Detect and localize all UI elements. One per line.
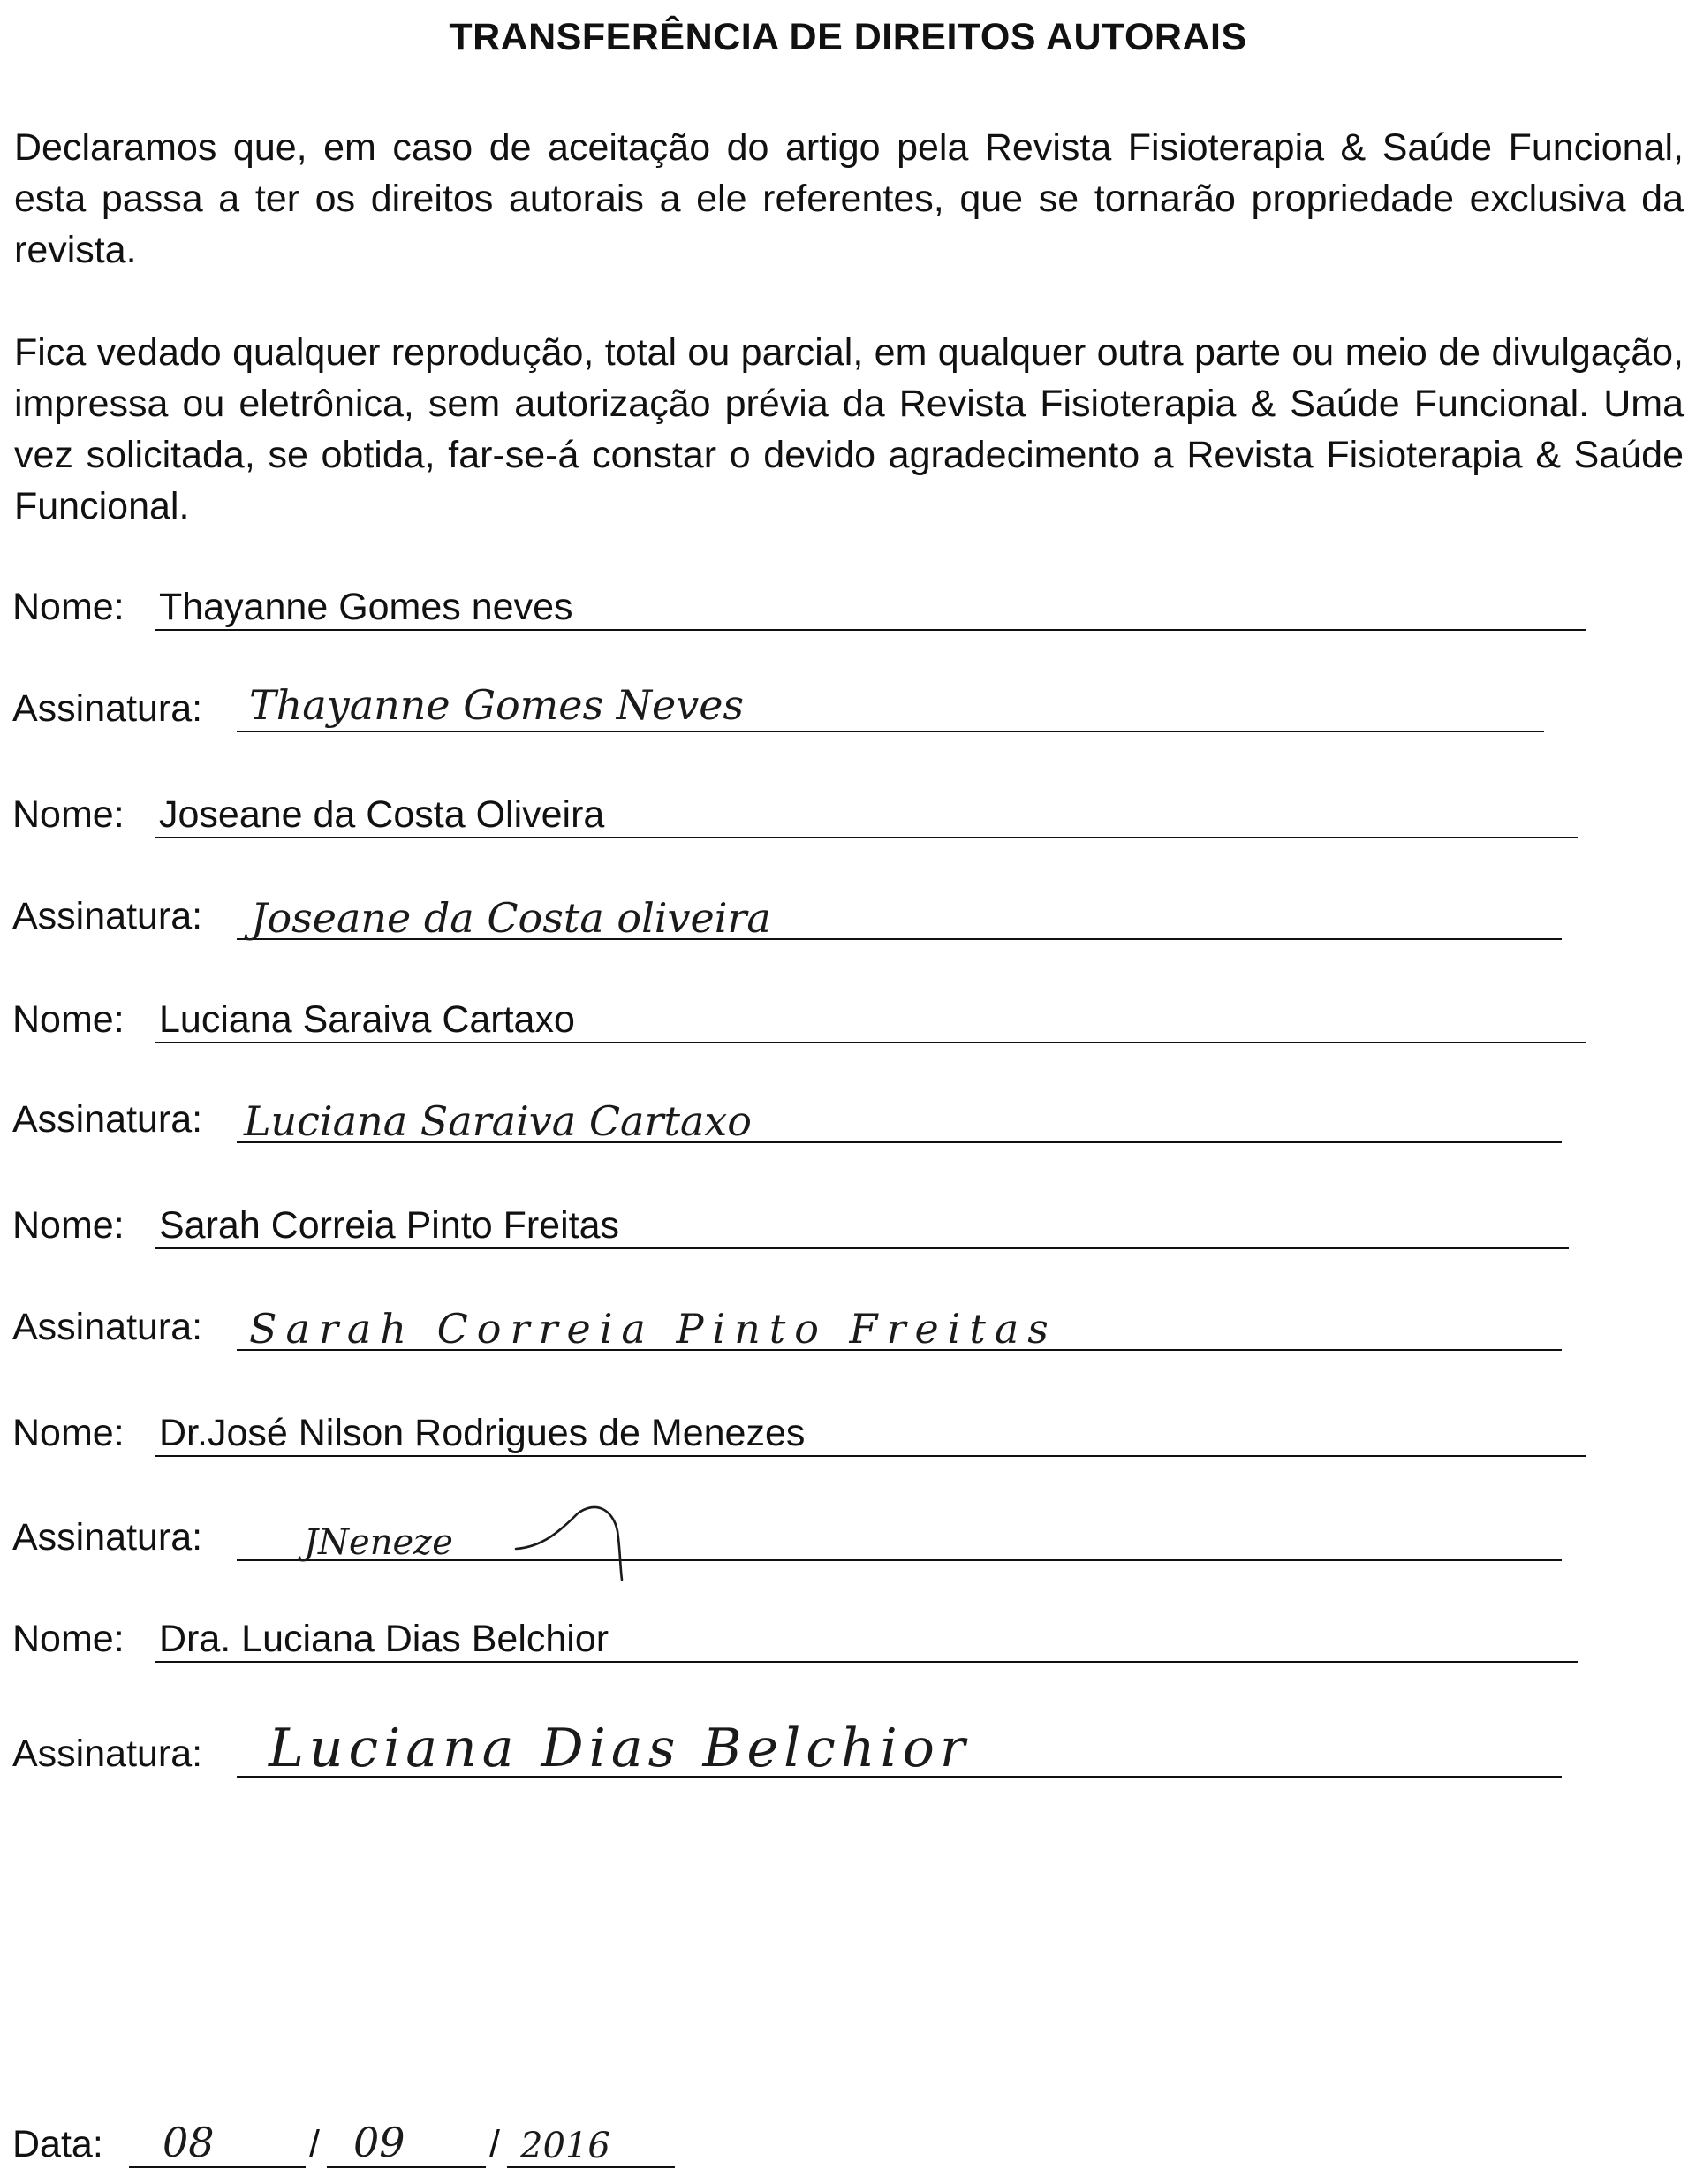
handwritten-signature: Luciana Dias Belchior bbox=[269, 1718, 971, 1779]
name-row bbox=[12, 791, 1602, 844]
name-row bbox=[12, 1409, 1602, 1462]
signature-row bbox=[12, 681, 1602, 738]
signature-label: Assinatura: bbox=[12, 1306, 203, 1348]
name-line bbox=[155, 1661, 1578, 1663]
date-year: 2016 bbox=[520, 2126, 610, 2166]
name-label: Nome: bbox=[12, 1412, 125, 1454]
date-month: 09 bbox=[353, 2119, 405, 2166]
handwritten-signature: Thayanne Gomes Neves bbox=[249, 681, 745, 729]
author-name: Luciana Saraiva Cartaxo bbox=[159, 998, 575, 1041]
name-row bbox=[12, 1615, 1602, 1668]
signature-label: Assinatura: bbox=[12, 1733, 203, 1775]
name-label: Nome: bbox=[12, 1204, 125, 1247]
name-row bbox=[12, 583, 1602, 636]
name-line bbox=[155, 1042, 1586, 1043]
date-separator: / bbox=[309, 2123, 320, 2165]
signature-line bbox=[237, 731, 1544, 732]
author-name: Sarah Correia Pinto Freitas bbox=[159, 1204, 619, 1247]
signature-row bbox=[12, 1718, 1602, 1783]
handwritten-signature: Luciana Saraiva Cartaxo bbox=[244, 1097, 752, 1145]
paragraph-declaration: Declaramos que, em caso de aceitação do artigo pela Revista Fisioterapia & Saúde Funcional, esta passa a ter os direitos autorais a ele referentes, que se tornarão propriedade exclusiva da revista. bbox=[14, 126, 1684, 271]
name-row bbox=[12, 996, 1602, 1049]
signature-label: Assinatura: bbox=[12, 1098, 203, 1141]
name-line bbox=[155, 1455, 1586, 1457]
author-name: Joseane da Costa Oliveira bbox=[159, 793, 605, 836]
name-line bbox=[155, 1247, 1569, 1249]
signature-label: Assinatura: bbox=[12, 895, 203, 937]
signature-flourish bbox=[507, 1496, 648, 1584]
document-title: TRANSFERÊNCIA DE DIREITOS AUTORAIS bbox=[449, 16, 1247, 58]
name-row bbox=[12, 1202, 1602, 1255]
name-label: Nome: bbox=[12, 793, 125, 836]
paragraph-restriction: Fica vedado qualquer reprodução, total ou parcial, em qualquer outra parte ou meio de divulgação, impressa ou eletrônica, sem autorização prévia da Revista Fisioterapia & Saúde Funcional. Uma vez solicitada, se obtida, far-se-á constar o devido agradecimento a Revista Fisioterapia & Saúde Funcional. bbox=[14, 331, 1684, 527]
signature-label: Assinatura: bbox=[12, 1516, 203, 1558]
handwritten-signature: JNeneze bbox=[304, 1522, 453, 1563]
date-year-line bbox=[507, 2166, 675, 2168]
date-day: 08 bbox=[163, 2119, 215, 2166]
date-month-line bbox=[327, 2166, 486, 2168]
signature-row bbox=[12, 1303, 1602, 1356]
name-label: Nome: bbox=[12, 586, 125, 628]
name-label: Nome: bbox=[12, 998, 125, 1041]
handwritten-signature: Joseane da Costa oliveira bbox=[251, 894, 771, 942]
handwritten-signature: Sarah Correia Pinto Freitas bbox=[249, 1305, 1057, 1353]
name-line bbox=[155, 837, 1578, 838]
signature-row bbox=[12, 1096, 1602, 1149]
date-label: Data: bbox=[12, 2123, 103, 2165]
name-line bbox=[155, 629, 1586, 631]
date-day-line bbox=[129, 2166, 306, 2168]
date-row bbox=[12, 2120, 719, 2173]
signature-label: Assinatura: bbox=[12, 687, 203, 730]
author-name: Dra. Luciana Dias Belchior bbox=[159, 1618, 610, 1660]
date-separator: / bbox=[489, 2123, 500, 2165]
signature-row bbox=[12, 892, 1602, 945]
author-name: Thayanne Gomes neves bbox=[159, 586, 573, 628]
name-label: Nome: bbox=[12, 1618, 125, 1660]
author-name: Dr.José Nilson Rodrigues de Menezes bbox=[159, 1412, 806, 1454]
signature-row bbox=[12, 1513, 1602, 1566]
